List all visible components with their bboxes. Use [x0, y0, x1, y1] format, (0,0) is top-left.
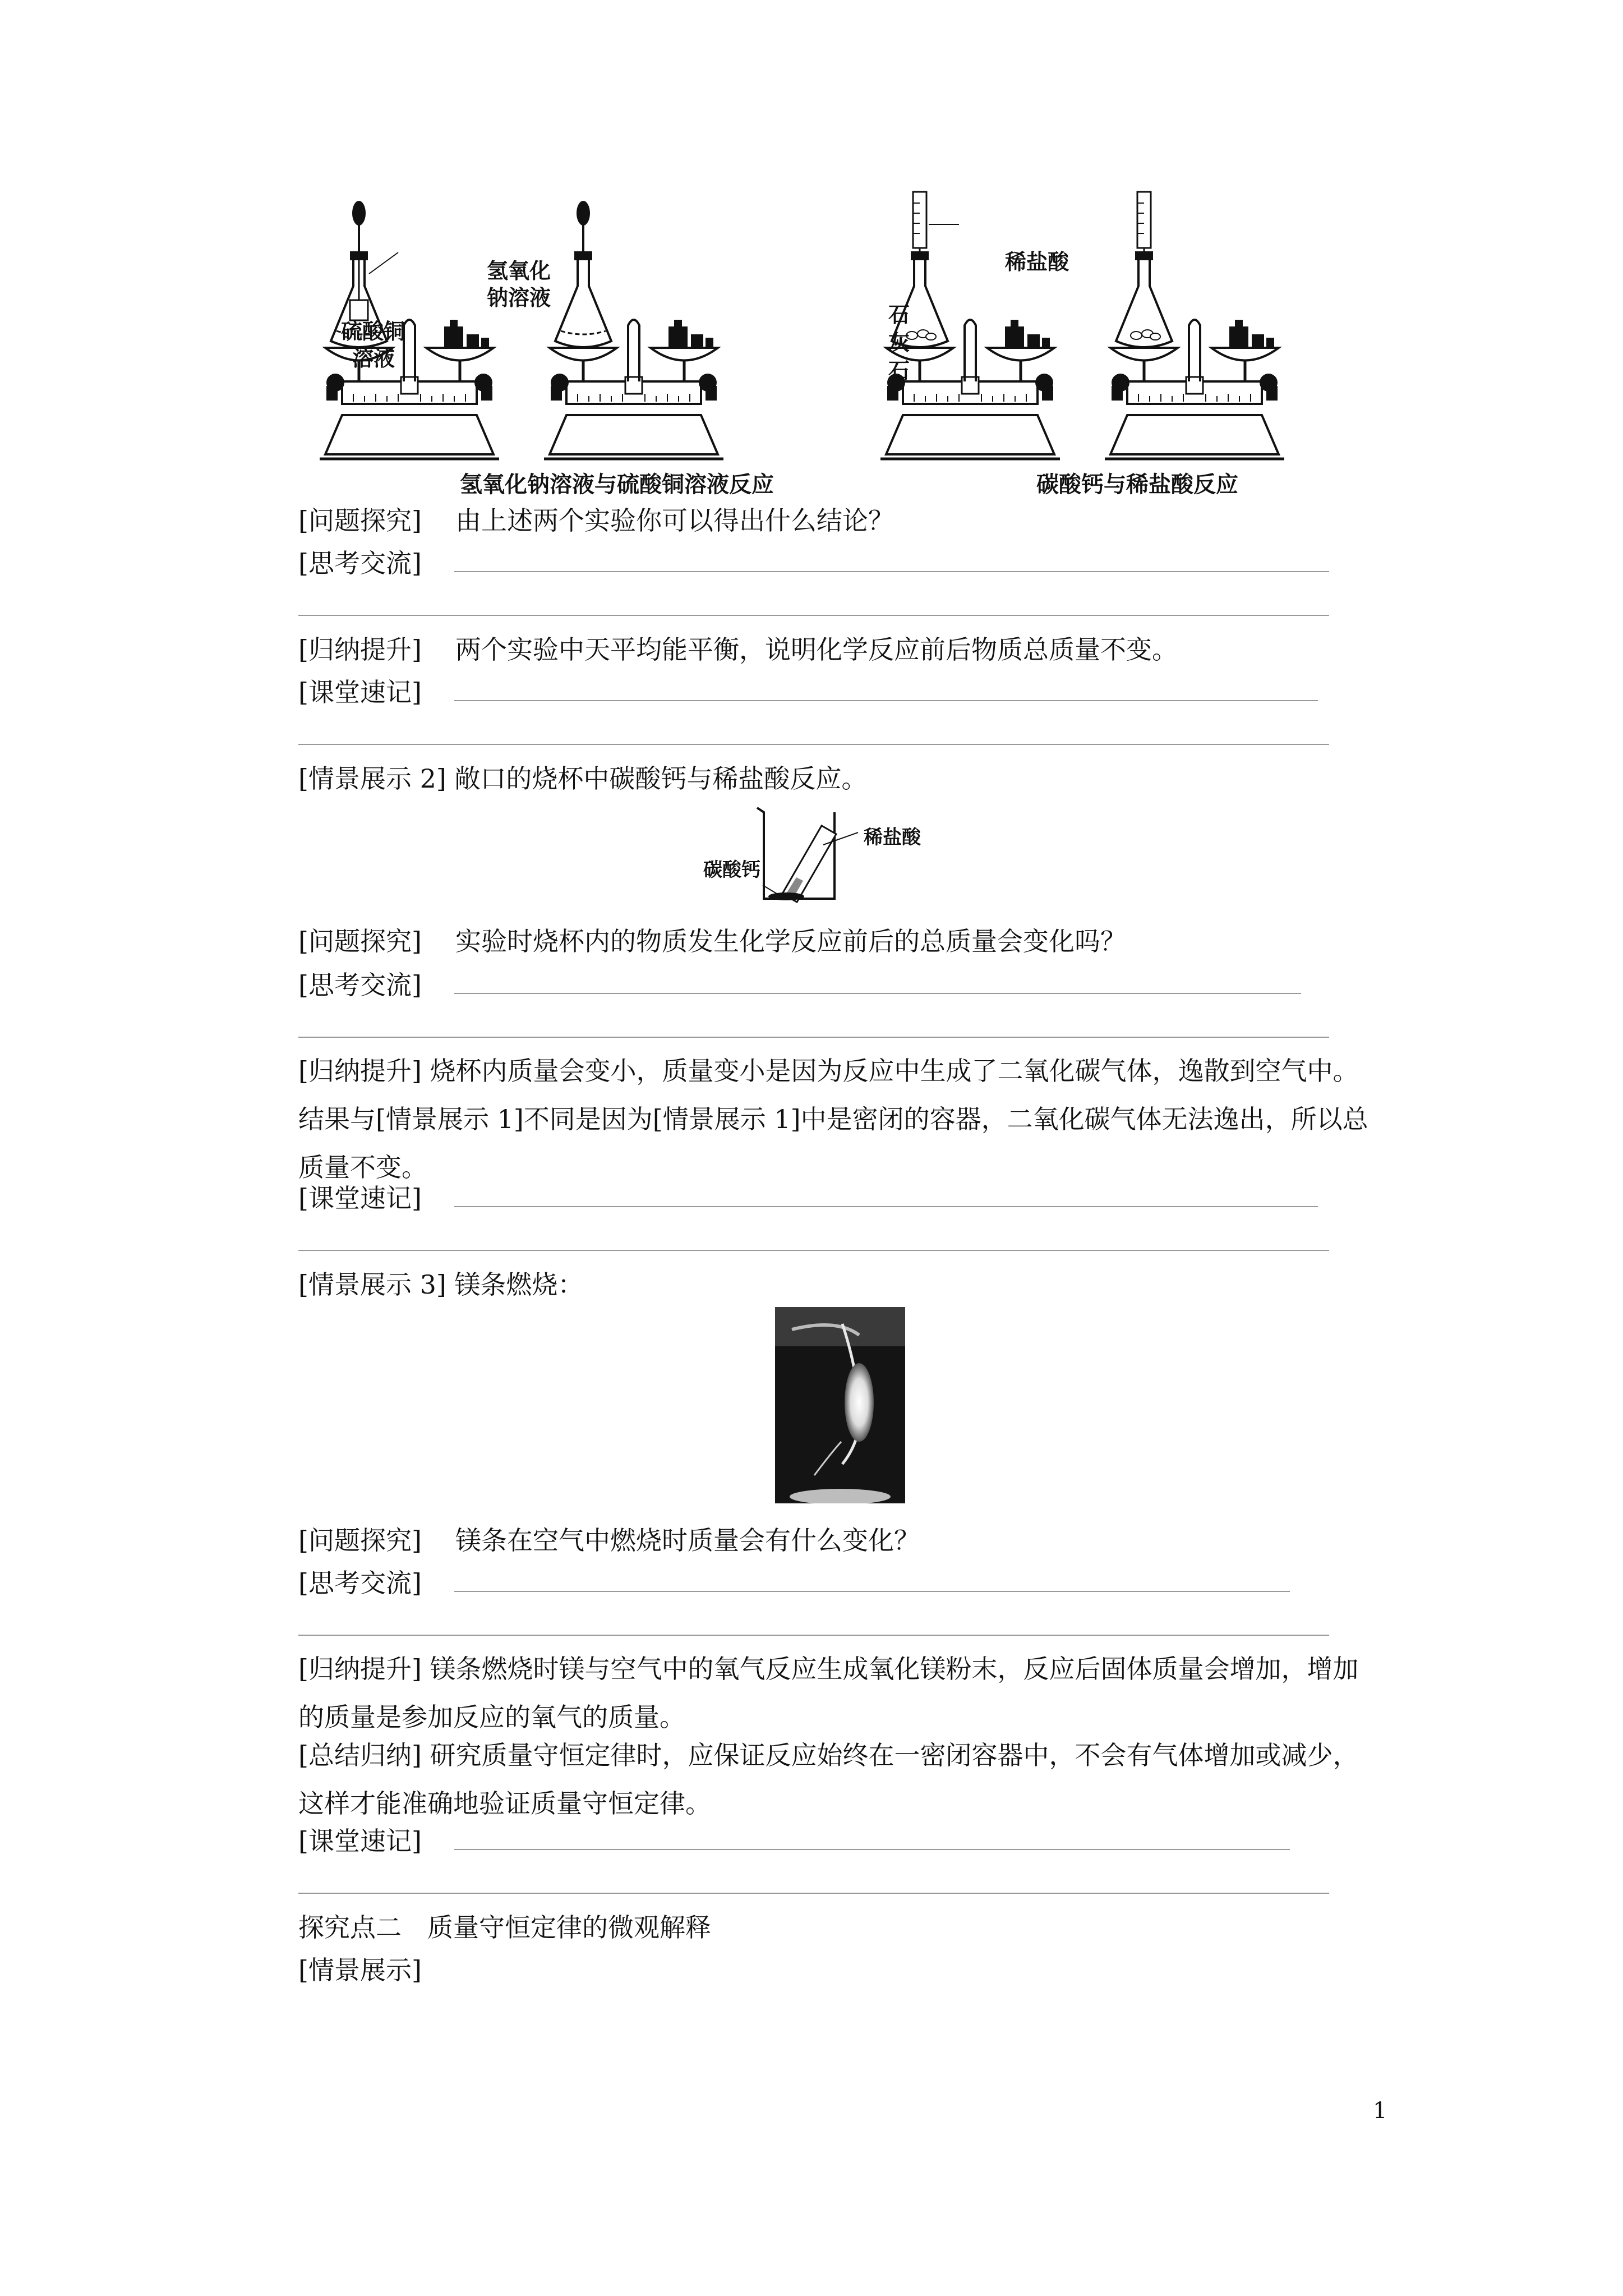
scene-3: [情景展示 3] 镁条燃烧：	[298, 1269, 584, 1300]
page-number: 1	[1373, 2098, 1387, 2124]
answer-blank[interactable]	[454, 993, 1301, 994]
label-hcl: 稀盐酸	[1005, 250, 1069, 274]
section-heading: 探究点二 质量守恒定律的微观解释	[298, 1912, 711, 1943]
notes-tag: [课堂速记]	[298, 1183, 422, 1213]
label-caco3: 碳酸钙	[703, 859, 760, 881]
label-cuso4-line2: 溶液	[352, 346, 395, 371]
label-cuso4-line1: 硫酸铜	[341, 319, 405, 344]
notes-tag: [课堂速记]	[298, 677, 422, 707]
answer-blank[interactable]	[298, 1635, 1329, 1636]
notes-blank[interactable]	[454, 700, 1318, 701]
notes-blank[interactable]	[298, 1250, 1329, 1251]
think-tag: [思考交流]	[298, 1568, 422, 1598]
conclusion-paragraph: [总结归纳] 研究质量守恒定律时，应保证反应始终在一密闭容器中，不会有气体增加或减少，这样才能准确地验证质量守恒定律。	[298, 1740, 1359, 1819]
summary-paragraph: [归纳提升] 镁条燃烧时镁与空气中的氧气反应生成氧化镁粉末，反应后固体质量会增加，增加的质量是参加反应的氧气的质量。	[298, 1654, 1359, 1732]
scene-tag: [情景展示]	[298, 1955, 422, 1985]
answer-blank[interactable]	[298, 1037, 1329, 1038]
label-limestone-3: 石	[888, 358, 910, 383]
question-text: 由上述两个实验你可以得出什么结论？	[455, 505, 894, 536]
question-text: 镁条在空气中燃烧时质量会有什么变化？	[455, 1525, 920, 1556]
notes-blank[interactable]	[298, 1893, 1329, 1894]
question-tag: [问题探究]	[298, 1525, 422, 1556]
label-limestone-2: 灰	[888, 330, 910, 355]
answer-blank[interactable]	[454, 1591, 1290, 1592]
notes-blank[interactable]	[454, 1849, 1290, 1850]
think-tag: [思考交流]	[298, 970, 422, 1000]
notes-tag: [课堂速记]	[298, 1826, 422, 1856]
figure-caption-left: 氢氧化钠溶液与硫酸铜溶液反应	[460, 472, 774, 498]
think-tag: [思考交流]	[298, 548, 422, 578]
question-tag: [问题探究]	[298, 926, 422, 956]
notes-blank[interactable]	[298, 744, 1329, 745]
answer-blank[interactable]	[298, 615, 1329, 616]
scene-2: [情景展示 2] 敞口的烧杯中碳酸钙与稀盐酸反应。	[298, 763, 868, 794]
label-dilute-hcl: 稀盐酸	[864, 826, 921, 849]
label-naoh-line1: 氢氧化	[487, 259, 551, 283]
notes-blank[interactable]	[454, 1206, 1318, 1207]
magnesium-burning-photo	[775, 1307, 905, 1503]
summary-paragraph: [归纳提升] 烧杯内质量会变小，质量变小是因为反应中生成了二氧化碳气体，逸散到空气中。结果与[情景展示 1]不同是因为[情景展示 1]中是密闭的容器，二氧化碳气体无法逸出，所以总质量不变。	[298, 1056, 1368, 1182]
label-naoh-line2: 钠溶液	[487, 286, 551, 310]
answer-blank[interactable]	[454, 571, 1329, 572]
summary-text: 两个实验中天平均能平衡，说明化学反应前后物质总质量不变。	[455, 634, 1178, 665]
figure-caption-right: 碳酸钙与稀盐酸反应	[1036, 472, 1238, 498]
question-text: 实验时烧杯内的物质发生化学反应前后的总质量会变化吗？	[455, 926, 1126, 956]
summary-tag: [归纳提升]	[298, 634, 422, 665]
label-limestone-1: 石	[888, 302, 910, 327]
beaker-figure	[751, 806, 920, 907]
balance-experiments-figure	[314, 191, 1368, 505]
question-tag: [问题探究]	[298, 505, 422, 536]
